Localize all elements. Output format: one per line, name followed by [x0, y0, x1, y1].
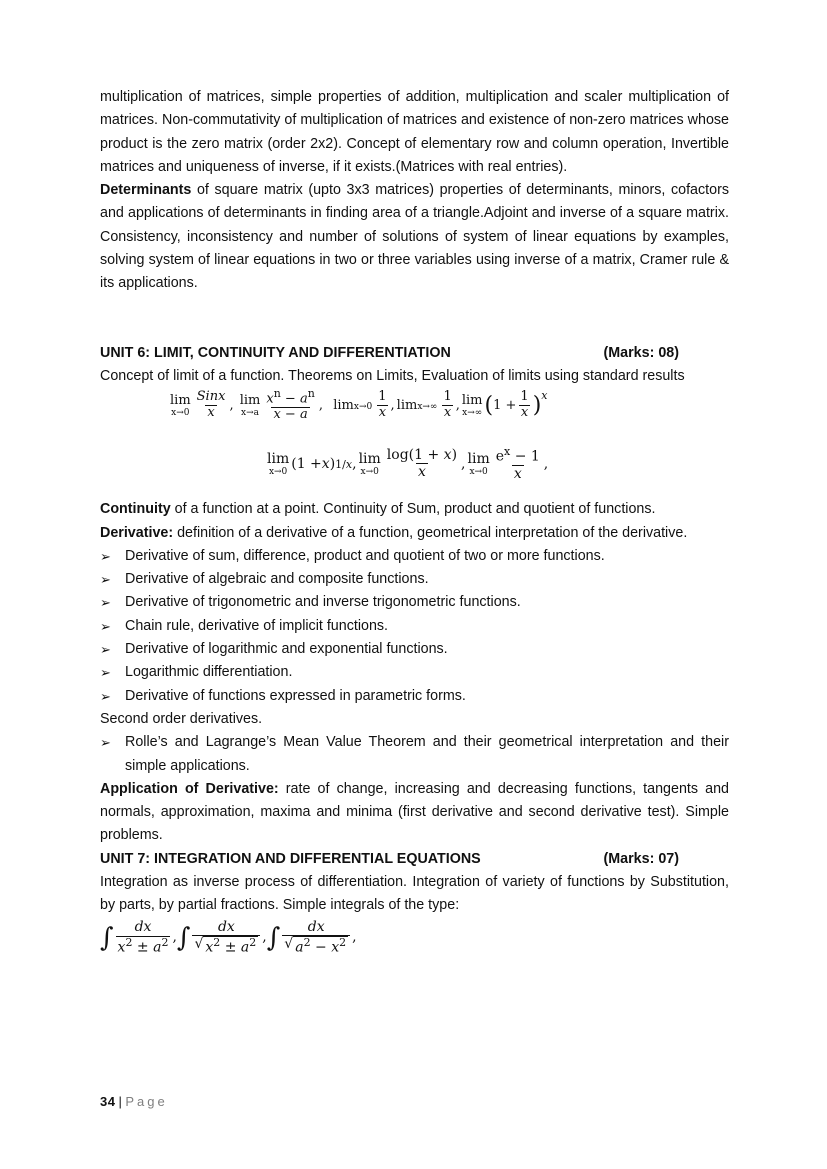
- list-item-text: Derivative of functions expressed in parametric forms.: [125, 687, 466, 704]
- determinants-label: Determinants: [100, 182, 192, 199]
- list-item-text: Rolle’s and Lagrange’s Mean Value Theorem and their geometrical interpretation and their simple applications.: [125, 734, 729, 774]
- determinants-text: of square matrix (upto 3x3 matrices) properties of determinants, minors, cofactors and applications of determinants in finding area of a triangle.Adjoint and inverse of a square matrix. Consistency, inconsistency and number of solutions of system of linear equations by examples, solving system of linear equations in two or three variables using inverse of a matrix, Cramer rule & its applications.: [100, 182, 729, 292]
- matrices-paragraph: multiplication of matrices, simple properties of addition, multiplication and scaler multiplication of matrices. Non-commutativity of multiplication of matrices and existence of non-zero matrices whose product is the zero matrix (order 2x2). Concept of elementary row and column operation, Invertible matrices and uniqueness of inverse, if it exists.(Matrices with real entries).: [100, 89, 729, 175]
- limit-formulas-row2: lim x→0 (1 + x ) 1/x , lim x→0 $\frac{\log(1 + x)}{x}$ , lim x→0 $\frac{e^x - 1}{x}$ ,: [267, 445, 549, 483]
- unit6-heading: [100, 342, 729, 365]
- list-item: [100, 731, 729, 778]
- list-item-text: Derivative of logarithmic and exponential functions.: [125, 641, 448, 658]
- list-item: [100, 568, 729, 591]
- application-label: Application of Derivative:: [100, 780, 279, 797]
- unit6-marks: (Marks: 08): [603, 344, 679, 361]
- unit6-intro: Concept of limit of a function. Theorems on Limits, Evaluation of limits using standard results: [100, 367, 685, 384]
- derivative-paragraph: [100, 522, 729, 545]
- list-item-text: Derivative of trigonometric and inverse trigonometric functions.: [125, 594, 521, 611]
- list-item: [100, 661, 729, 684]
- arrowhead-bullet-icon: ➢: [100, 572, 111, 588]
- mean-value-list: [100, 731, 729, 778]
- lim-x-0: lim x→0: [170, 392, 191, 418]
- application-text: rate of change, increasing and decreasing functions, tangents and normals, approximation, maxima and minima (first derivative and second derivative test). Simple problems.: [100, 780, 729, 844]
- list-item: [100, 591, 729, 614]
- integral-formulas: ∫ $\frac{dx}{x^2 \pm a^2}$ , ∫ dx √ $x^2 \pm a^2$ , ∫ dx √ $a^2 - x^2$ ,: [100, 918, 357, 956]
- arrowhead-bullet-icon: ➢: [100, 665, 111, 681]
- section-gap: [100, 296, 729, 342]
- list-item: [100, 685, 729, 708]
- unit7-title: UNIT 7: INTEGRATION AND DIFFERENTIAL EQUATIONS: [100, 850, 481, 867]
- list-item-text: Logarithmic differentiation.: [125, 664, 293, 681]
- continuity-paragraph: [100, 498, 729, 521]
- arrowhead-bullet-icon: ➢: [100, 595, 111, 611]
- determinants-paragraph: [100, 179, 729, 295]
- unit6-title: UNIT 6: LIMIT, CONTINUITY AND DIFFERENTIATION: [100, 344, 451, 361]
- page-label: Page: [125, 1094, 168, 1109]
- continuity-label: Continuity: [100, 501, 171, 518]
- list-item-text: Derivative of sum, difference, product and quotient of two or more functions.: [125, 547, 605, 564]
- unit7-heading: [100, 848, 729, 871]
- limit-formulas-row1: lim x→0 $\frac{\text{Sinx}}{x}$ , lim x→a $\frac{x^n - a^n}{x - a}$ , lim x→0 $\frac{1}{x}$ , lim x→∞ $\frac{1}{x}$ , lim x→∞ ( 1 + $\frac{1}{x}$ ) $^x$: [170, 387, 548, 422]
- arrowhead-bullet-icon: ➢: [100, 642, 111, 658]
- application-paragraph: [100, 778, 729, 848]
- derivative-label: Derivative:: [100, 524, 174, 541]
- page-content: [100, 86, 729, 978]
- derivative-text: definition of a derivative of a function, geometrical interpretation of the derivative.: [173, 524, 688, 541]
- list-item-text: Chain rule, derivative of implicit functions.: [125, 617, 389, 634]
- list-item: [100, 615, 729, 638]
- derivative-topic-list: [100, 545, 729, 708]
- page-number: 34: [100, 1094, 116, 1109]
- list-item: [100, 545, 729, 568]
- list-item: [100, 638, 729, 661]
- unit7-marks: (Marks: 07): [603, 850, 679, 867]
- unit7-intro: Integration as inverse process of differentiation. Integration of variety of functions by Substitution, by parts, by partial fractions. Simple integrals of the type:: [100, 874, 729, 914]
- continuity-text: of a function at a point. Continuity of Sum, product and quotient of functions.: [170, 501, 656, 518]
- arrowhead-bullet-icon: ➢: [100, 618, 111, 634]
- arrowhead-bullet-icon: ➢: [100, 688, 111, 704]
- list-item-text: Derivative of algebraic and composite functions.: [125, 571, 429, 588]
- footer-separator: |: [118, 1094, 123, 1109]
- page-footer: [100, 1094, 168, 1109]
- second-order-line: Second order derivatives.: [100, 710, 263, 727]
- arrowhead-bullet-icon: ➢: [100, 735, 111, 751]
- arrowhead-bullet-icon: ➢: [100, 548, 111, 564]
